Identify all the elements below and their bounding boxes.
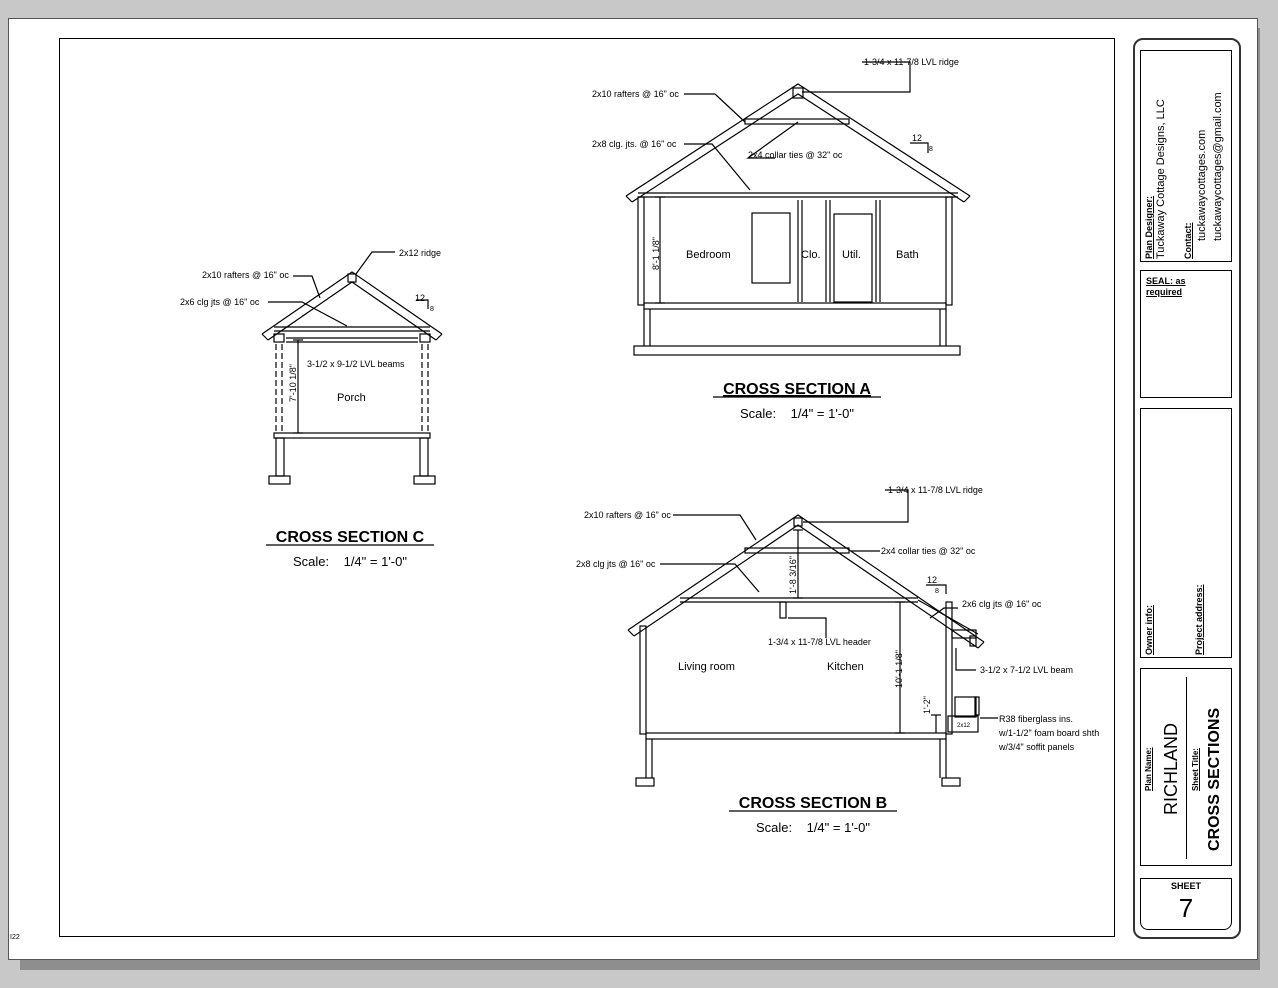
room-porch: Porch	[337, 392, 366, 404]
c-ceiling-label: 2x6 clg jts @ 16" oc	[180, 297, 260, 307]
seal-box	[1140, 270, 1232, 398]
sheet-title: CROSS SECTIONS	[1206, 707, 1223, 851]
designer-label: Plan Designer:	[1144, 195, 1154, 259]
b-beam-label: 3-1/2 x 7-1/2 LVL beam	[980, 665, 1074, 675]
owner-label: Owner info:	[1144, 605, 1154, 655]
a-pitch-run: 12	[912, 133, 923, 143]
b-collar-dim: 1'-8 3/16"	[788, 556, 798, 594]
b-collar-label: 2x4 collar ties @ 32" oc	[881, 546, 976, 556]
plan-name: RICHLAND	[1161, 722, 1181, 815]
section-a-title: CROSS SECTION A	[723, 381, 871, 398]
sheet-title-label: Sheet Title:	[1191, 748, 1200, 791]
c-rafters-label: 2x10 rafters @ 16" oc	[202, 270, 289, 280]
sheet-number: 7	[1178, 893, 1194, 923]
b-pitch-rise: 8	[935, 588, 939, 595]
page-code: I22	[10, 934, 20, 941]
c-pitch-run: 12	[415, 293, 426, 303]
project-label: Project address:	[1194, 584, 1204, 655]
sheet-number-box	[1140, 878, 1232, 930]
room-bedroom: Bedroom	[686, 249, 731, 261]
b-insulation-1: R38 fiberglass ins.	[999, 714, 1074, 724]
plan-name-box	[1140, 668, 1232, 866]
b-ridge-label: 1-3/4 x 11-7/8 LVL ridge	[888, 485, 983, 495]
b-pitch-run: 12	[927, 575, 938, 585]
section-c-scale: Scale: 1/4" = 1'-0"	[293, 554, 407, 569]
section-b-title: CROSS SECTION B	[738, 795, 888, 812]
seal-label: SEAL: as required	[1146, 276, 1186, 297]
b-rafters-label: 2x10 rafters @ 16" oc	[584, 510, 671, 520]
a-pitch-rise: 8	[929, 146, 933, 153]
section-c-title: CROSS SECTION C	[275, 529, 425, 546]
room-utility: Util.	[842, 249, 861, 261]
c-pitch-rise: 8	[430, 306, 434, 313]
a-ceiling-label: 2x8 clg. jts. @ 16" oc	[592, 139, 677, 149]
a-height-dim: 8'-1 1/8"	[651, 237, 661, 270]
b-insulation-3: w/3/4" soffit panels	[999, 742, 1075, 752]
b-height-dim: 10'-1 1/8"	[894, 650, 904, 688]
b-small-box-label: 2x12	[957, 723, 971, 729]
c-beams-label: 3-1/2 x 9-1/2 LVL beams	[307, 359, 405, 369]
section-a-drawing	[626, 62, 970, 355]
b-ceiling-label: 2x8 clg jts @ 16" oc	[576, 559, 656, 569]
room-closet: Clo.	[801, 249, 821, 261]
plan-name-label: Plan Name:	[1144, 747, 1153, 791]
b-porch-ceiling-label: 2x6 clg jts @ 16" oc	[962, 599, 1042, 609]
owner-box	[1140, 408, 1232, 658]
a-rafters-label: 2x10 rafters @ 16" oc	[592, 89, 679, 99]
b-header-label: 1-3/4 x 11-7/8 LVL header	[768, 637, 871, 647]
designer-box	[1140, 50, 1232, 262]
room-kitchen: Kitchen	[827, 661, 864, 673]
room-bath: Bath	[896, 249, 919, 261]
section-b-scale: Scale: 1/4" = 1'-0"	[756, 820, 870, 835]
b-step-dim: 1'-2"	[922, 696, 932, 714]
designer-name: Tuckaway Cottage Designs, LLC	[1155, 99, 1167, 259]
b-insulation-2: w/1-1/2" foam board shth	[999, 728, 1100, 738]
contact-label: Contact:	[1183, 222, 1193, 259]
a-ridge-label: 1-3/4 x 11-7/8 LVL ridge	[864, 57, 959, 67]
plan-divider	[1186, 677, 1187, 859]
a-collar-label: 2x4 collar ties @ 32" oc	[748, 150, 843, 160]
c-height-dim: 7'-10 1/8"	[288, 364, 298, 402]
sheet-label: SHEET	[1170, 881, 1201, 891]
contact-email: tuckawaycottages@gmail.com	[1212, 92, 1224, 241]
section-a-scale: Scale: 1/4" = 1'-0"	[740, 406, 854, 421]
c-ridge-label: 2x12 ridge	[399, 248, 442, 258]
contact-web: tuckawaycottages.com	[1196, 129, 1208, 241]
room-living: Living room	[678, 661, 735, 673]
